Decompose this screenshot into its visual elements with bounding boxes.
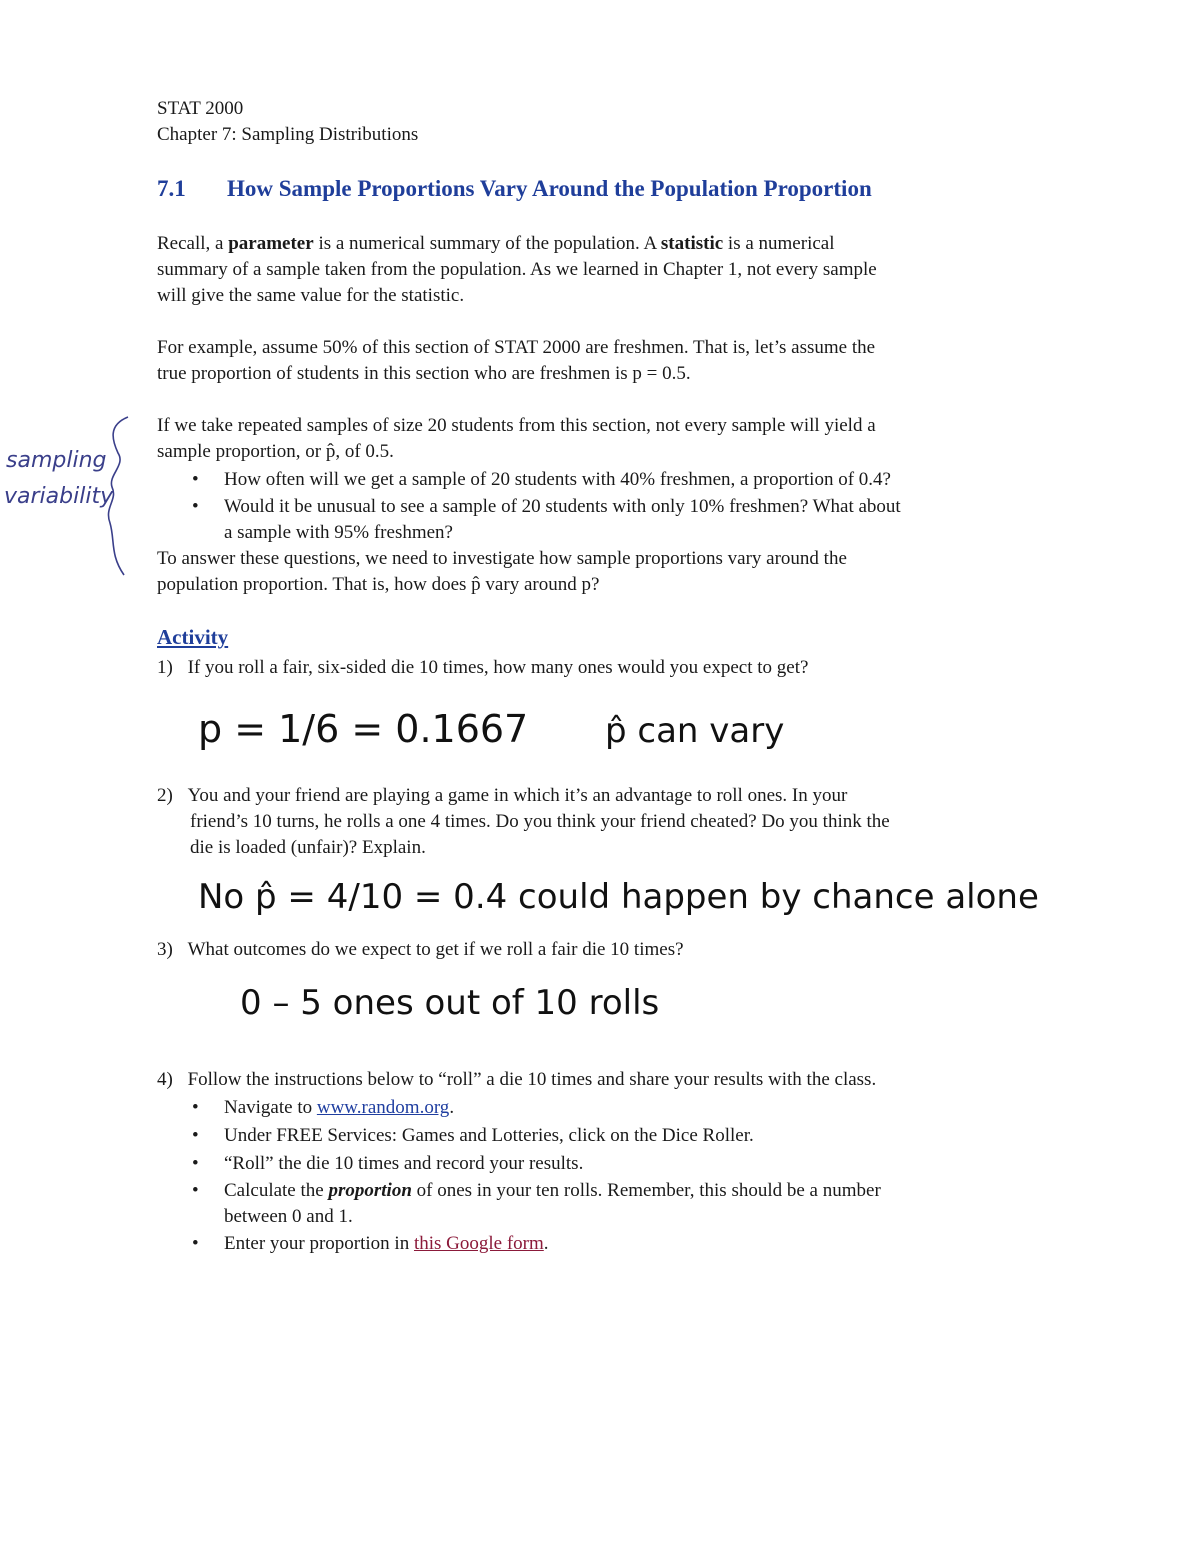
- q4-bullet-1: [224, 1095, 454, 1121]
- q4-bullet-5: [224, 1231, 549, 1257]
- para3-line1: If we take repeated samples of size 20 students from this section, not every sample will yield a: [157, 415, 876, 436]
- q4-b4-text-a: Calculate the: [224, 1180, 329, 1201]
- section-heading: [157, 176, 872, 202]
- question-2-line1: [157, 783, 847, 809]
- question-3: [157, 937, 684, 963]
- para3-bullet-2: • Would it be unusual to see a sample of 20 students with only 10% freshmen? What about: [224, 494, 901, 520]
- question-2-line2: friend’s 10 turns, he rolls a one 4 times. Do you think your friend cheated? Do you think the: [190, 811, 890, 832]
- answer-3-text: 0 – 5 ones out of 10 rolls: [240, 983, 660, 1023]
- q4-bullet-4: [224, 1178, 881, 1204]
- question-1: [157, 655, 808, 681]
- answer-1-right: p̂ can vary: [605, 711, 785, 751]
- q4-b1-text: Navigate to: [224, 1097, 317, 1118]
- para1-line3: will give the same value for the statistic.: [157, 285, 465, 306]
- para1-text-b: is a numerical summary of the population. A: [313, 233, 661, 254]
- q1-number: 1): [157, 657, 173, 678]
- activity-heading: Activity: [157, 625, 229, 649]
- section-title: How Sample Proportions Vary Around the Population Proportion: [227, 176, 872, 201]
- para3-line2: sample proportion, or p̂, of 0.5.: [157, 441, 394, 462]
- q3-number: 3): [157, 939, 173, 960]
- q4-b1-period: .: [449, 1097, 455, 1118]
- google-form-link[interactable]: this Google form: [413, 1233, 544, 1254]
- para3-line4: population proportion. That is, how does p̂ vary around p?: [157, 574, 600, 595]
- para1-line2: summary of a sample taken from the population. As we learned in Chapter 1, not every sample: [157, 259, 877, 280]
- answer-1-left: p = 1/6 = 0.1667: [198, 707, 529, 751]
- para3-bullet-2-cont: a sample with 95% freshmen?: [224, 522, 453, 543]
- para2-line2: true proportion of students in this section who are freshmen is p = 0.5.: [157, 363, 691, 384]
- para1-text-c: is a numerical: [723, 233, 835, 254]
- q4-text: Follow the instructions below to “roll” a die 10 times and share your results with the class.: [187, 1069, 877, 1090]
- answer-3-handwriting: [230, 972, 870, 1032]
- course-title: STAT 2000: [157, 98, 244, 119]
- para1-text-a: Recall, a: [157, 233, 229, 254]
- q2-text-line1: You and your friend are playing a game in which it’s an advantage to roll ones. In your: [187, 785, 848, 806]
- q1-text: If you roll a fair, six-sided die 10 times, how many ones would you expect to get?: [187, 657, 809, 678]
- margin-note: [0, 405, 140, 585]
- term-parameter: parameter: [228, 233, 314, 254]
- q4-b5-text: Enter your proportion in: [224, 1233, 414, 1254]
- term-statistic: statistic: [660, 233, 724, 254]
- para1-line1: [157, 231, 835, 257]
- answer-2-text: No p̂ = 4/10 = 0.4 could happen by chance alone: [198, 877, 1039, 917]
- q4-bullet-2: • Under FREE Services: Games and Lotteries, click on the Dice Roller.: [224, 1123, 754, 1149]
- q4-number: 4): [157, 1069, 173, 1090]
- q4-bullet-4-cont: between 0 and 1.: [224, 1206, 353, 1227]
- question-2-line3: die is loaded (unfair)? Explain.: [190, 837, 426, 858]
- chapter-title: Chapter 7: Sampling Distributions: [157, 124, 419, 145]
- random-org-link[interactable]: www.random.org: [316, 1097, 450, 1118]
- para3-line3: To answer these questions, we need to investigate how sample proportions vary around the: [157, 548, 847, 569]
- q4-b4-emphasis: proportion: [328, 1180, 412, 1201]
- q4-bullet-3: • “Roll” the die 10 times and record your results.: [224, 1151, 583, 1177]
- answer-2-handwriting: [190, 862, 1070, 932]
- q3-text: What outcomes do we expect to get if we roll a fair die 10 times?: [187, 939, 684, 960]
- margin-note-line1: sampling: [6, 448, 107, 473]
- q4-b5-period: .: [543, 1233, 549, 1254]
- margin-note-line2: variability: [4, 484, 114, 509]
- answer-1-handwriting: [190, 690, 890, 770]
- q2-number: 2): [157, 785, 173, 806]
- question-4: [157, 1067, 876, 1093]
- para3-bullet-1: • How often will we get a sample of 20 students with 40% freshmen, a proportion of 0.4?: [224, 467, 891, 493]
- section-number: 7.1: [157, 176, 186, 201]
- para2-line1: For example, assume 50% of this section of STAT 2000 are freshmen. That is, let’s assume the: [157, 337, 876, 358]
- q4-b4-text-b: of ones in your ten rolls. Remember, this should be a number: [411, 1180, 881, 1201]
